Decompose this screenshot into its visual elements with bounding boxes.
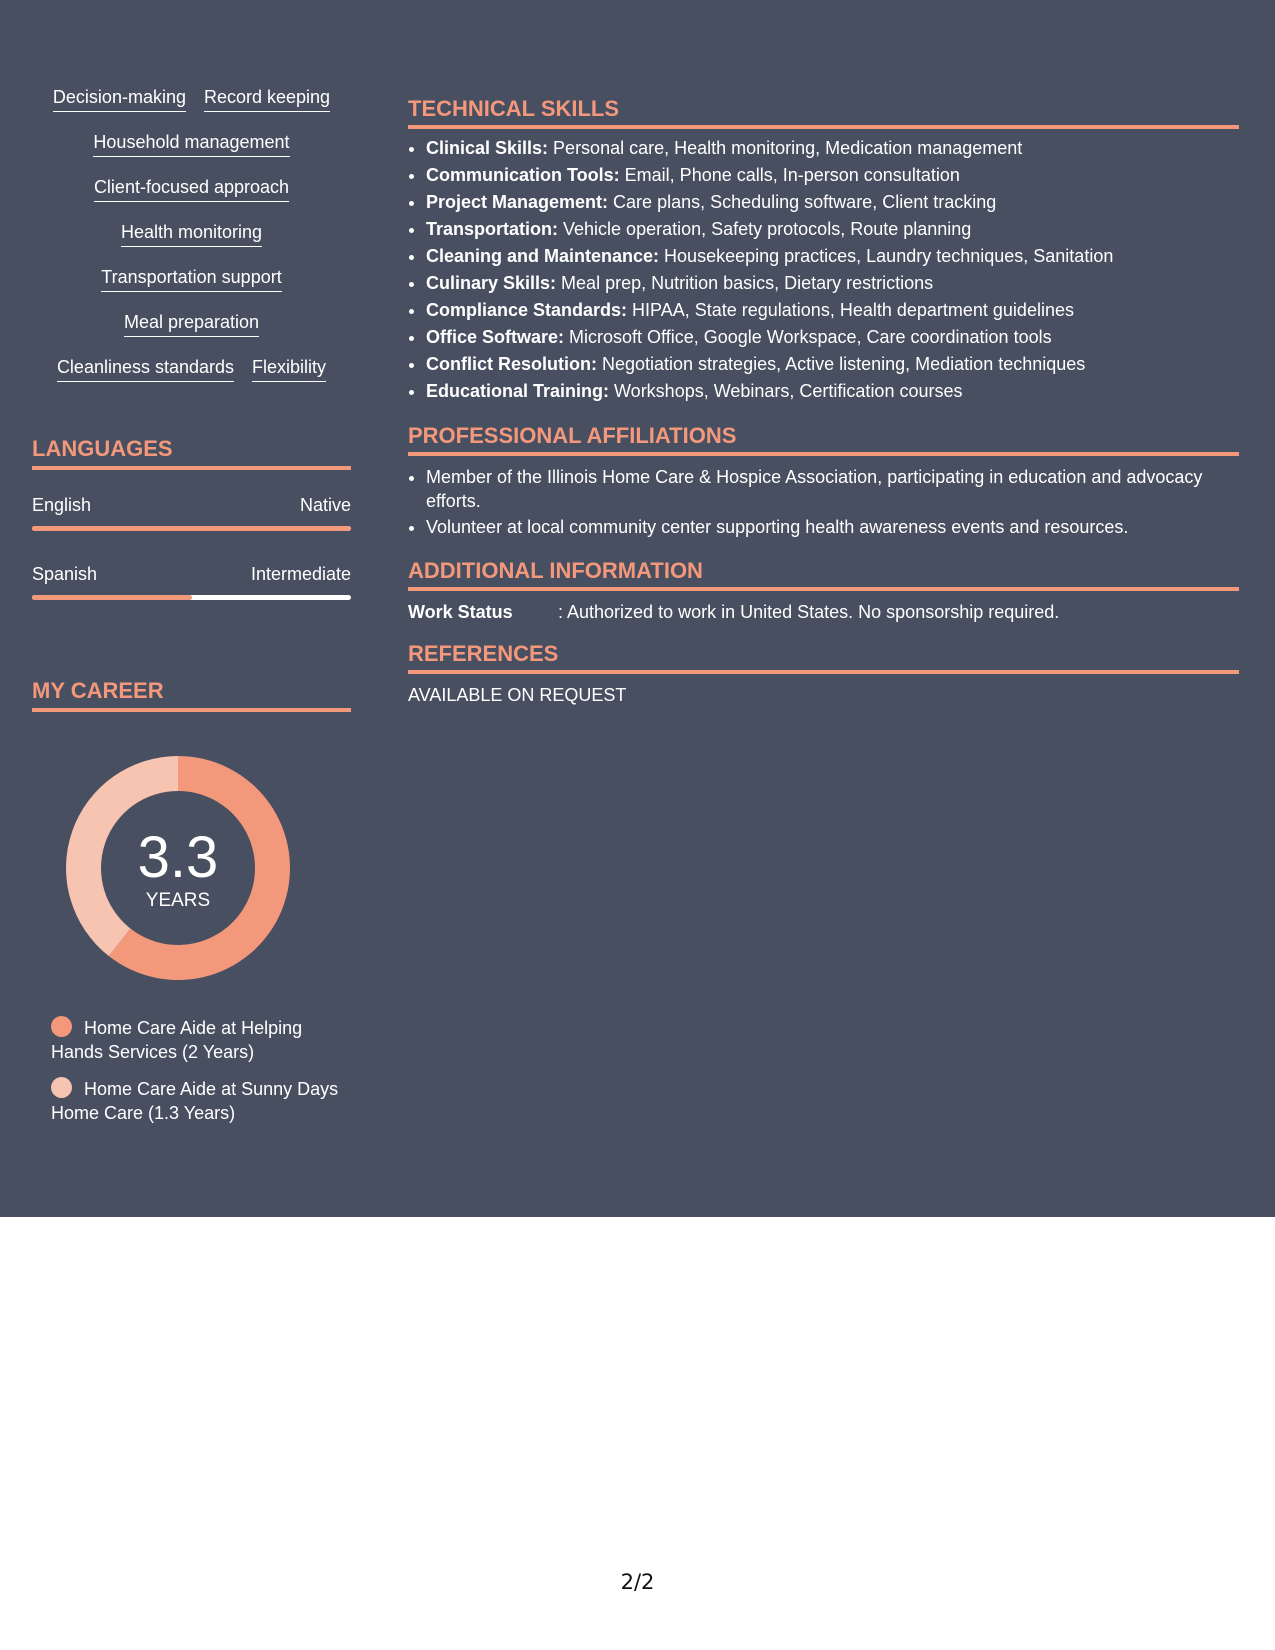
language-bar-fill <box>32 595 192 600</box>
skill-row <box>32 131 351 176</box>
item-label: Educational Training: <box>426 381 610 401</box>
item-label: Conflict Resolution: <box>426 354 597 374</box>
item-label: Communication Tools: <box>426 165 620 185</box>
skill-row <box>32 221 351 266</box>
skill-tag: Decision-making <box>53 86 186 112</box>
skill-tag: Transportation support <box>101 266 281 292</box>
legend-dot-icon <box>51 1016 72 1037</box>
career-heading: MY CAREER <box>32 678 351 712</box>
item-label: Transportation: <box>426 219 559 239</box>
legend-item <box>51 1016 341 1064</box>
language-name: Spanish <box>32 564 98 584</box>
list-item <box>426 216 1239 243</box>
skill-tag: Meal preparation <box>124 311 259 337</box>
language-bar-spanish <box>32 595 351 600</box>
list-item <box>426 135 1239 162</box>
right-column <box>408 0 1239 1217</box>
language-row-spanish <box>32 563 351 585</box>
references-text: AVAILABLE ON REQUEST <box>408 685 627 705</box>
affiliations-heading: PROFESSIONAL AFFILIATIONS <box>408 423 1239 456</box>
work-status <box>408 600 1059 624</box>
item-text: Vehicle operation, Safety protocols, Route planning <box>558 219 972 239</box>
list-item <box>426 378 1239 405</box>
skill-tag: Record keeping <box>204 86 330 112</box>
item-label: Project Management: <box>426 192 609 212</box>
references-heading: REFERENCES <box>408 641 1239 674</box>
item-label: Cleaning and Maintenance: <box>426 246 660 266</box>
career-total-unit: YEARS <box>145 890 211 911</box>
skill-tag: Flexibility <box>252 356 326 382</box>
item-text: Workshops, Webinars, Certification courses <box>609 381 963 401</box>
item-text: Microsoft Office, Google Workspace, Care coordination tools <box>564 327 1052 347</box>
language-name: English <box>32 495 92 515</box>
item-text: Email, Phone calls, In-person consultation <box>619 165 960 185</box>
language-row-english <box>32 494 351 516</box>
item-text: Personal care, Health monitoring, Medication management <box>548 138 1023 158</box>
list-item <box>426 162 1239 189</box>
legend-dot-icon <box>51 1077 72 1098</box>
list-item <box>426 324 1239 351</box>
skill-tag: Health monitoring <box>121 221 262 247</box>
skill-tag: Cleanliness standards <box>57 356 234 382</box>
skill-row <box>32 356 351 401</box>
skills-cloud <box>32 86 351 401</box>
affiliations-list <box>426 465 1239 541</box>
language-bar-fill <box>32 526 351 531</box>
donut-center <box>66 756 290 980</box>
skill-tag: Household management <box>93 131 289 157</box>
languages-heading: LANGUAGES <box>32 436 351 470</box>
item-text: Housekeeping practices, Laundry techniques, Sanitation <box>659 246 1114 266</box>
skill-row <box>32 86 351 131</box>
item-text: Meal prep, Nutrition basics, Dietary restrictions <box>556 273 934 293</box>
skill-row <box>32 311 351 356</box>
work-status-value: : Authorized to work in United States. No sponsorship required. <box>558 602 1060 622</box>
item-text: HIPAA, State regulations, Health department guidelines <box>627 300 1074 320</box>
item-label: Compliance Standards: <box>426 300 628 320</box>
legend-item <box>51 1077 341 1125</box>
additional-info-heading: ADDITIONAL INFORMATION <box>408 558 1239 591</box>
list-item: • Volunteer at local community center supporting health awareness events and resources. <box>426 515 1239 539</box>
item-text: Care plans, Scheduling software, Client tracking <box>608 192 997 212</box>
page-number: 2/2 <box>620 1570 655 1594</box>
list-item <box>426 297 1239 324</box>
item-label: Office Software: <box>426 327 565 347</box>
list-item <box>426 351 1239 378</box>
item-text: Negotiation strategies, Active listening, Mediation techniques <box>596 354 1086 374</box>
list-item: • Member of the Illinois Home Care & Hospice Association, participating in education and advocacy efforts. <box>426 465 1239 513</box>
technical-skills-list <box>426 135 1239 405</box>
language-bar-english <box>32 526 351 531</box>
career-total-value: 3.3 <box>137 825 219 890</box>
work-status-label: Work Status <box>408 602 513 622</box>
left-column <box>32 0 351 1217</box>
item-label: Clinical Skills: <box>426 138 549 158</box>
list-item <box>426 270 1239 297</box>
skill-row <box>32 176 351 221</box>
career-donut-chart <box>66 756 290 980</box>
language-level: Intermediate <box>250 564 351 584</box>
list-item <box>426 189 1239 216</box>
skill-tag: Client-focused approach <box>94 176 289 202</box>
legend-text: Home Care Aide at Sunny Days Home Care (1.3 Years) <box>51 1079 339 1123</box>
language-level: Native <box>299 495 351 515</box>
legend-text: Home Care Aide at Helping Hands Services (2 Years) <box>51 1018 303 1062</box>
list-item <box>426 243 1239 270</box>
skill-row <box>32 266 351 311</box>
technical-skills-heading: TECHNICAL SKILLS <box>408 96 1239 129</box>
item-label: Culinary Skills: <box>426 273 557 293</box>
career-legend <box>51 1016 341 1138</box>
